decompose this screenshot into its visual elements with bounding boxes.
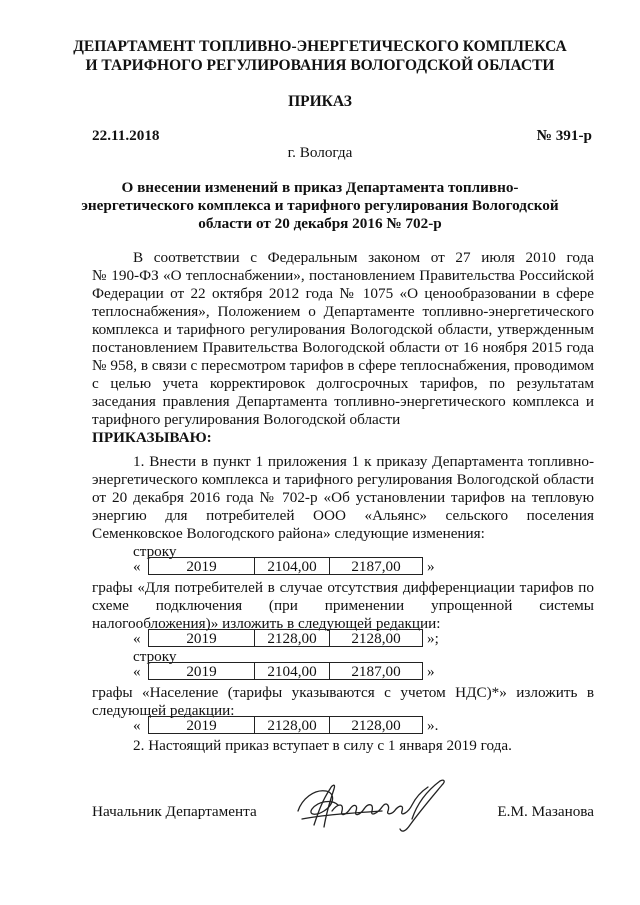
- tariff-table-row: [133, 629, 453, 648]
- handwritten-signature: [292, 775, 462, 837]
- preamble-line: заседания правления Департамента топливно-энергетического комплекса и: [92, 393, 594, 410]
- tariff-cell: 2187,00: [329, 662, 423, 680]
- preamble-line: тарифного регулирования Вологодской области: [92, 411, 401, 428]
- open-quote: «: [133, 630, 141, 647]
- item2-line: 2. Настоящий приказ вступает в силу с 1 января 2019 года.: [133, 737, 512, 754]
- year-cell: 2019: [148, 716, 255, 734]
- tariff-cell: 2128,00: [329, 629, 423, 647]
- order-number: № 391-р: [536, 127, 592, 144]
- year-cell: 2019: [148, 557, 255, 575]
- item1-line: Семенковское Вологодского района» следующие изменения:: [92, 525, 485, 542]
- graph1-line: налогообложения)» изложить в следующей редакции:: [92, 615, 441, 632]
- graph1-line: схеме подключения (при применении упрощенной системы: [92, 597, 594, 614]
- preamble-line: комплекса и тарифного регулирования Вологодской области, утвержденным: [92, 321, 594, 338]
- city: г. Вологда: [287, 144, 353, 161]
- document-type: ПРИКАЗ: [288, 93, 352, 110]
- close-quote: »: [427, 558, 435, 575]
- tariff-cell: 2128,00: [254, 629, 330, 647]
- preamble-line: В соответствии с Федеральным законом от 27 июля 2010 года: [133, 249, 594, 266]
- word-row: строку: [133, 648, 177, 665]
- department-name-line2: И ТАРИФНОГО РЕГУЛИРОВАНИЯ ВОЛОГОДСКОЙ ОБЛАСТИ: [85, 57, 555, 74]
- order-title-line: О внесении изменений в приказ Департамента топливно-: [121, 179, 519, 196]
- preamble-line: № 958, в связи с пересмотром тарифов в сфере теплоснабжения, проводимом: [92, 357, 594, 374]
- tariff-table-row: [133, 662, 453, 681]
- tariff-table-row: [133, 557, 453, 576]
- year-cell: 2019: [148, 629, 255, 647]
- preamble-line: постановлением Правительства Вологодской области от 16 ноября 2015 года: [92, 339, 594, 356]
- tariff-cell: 2187,00: [329, 557, 423, 575]
- tariff-cell: 2104,00: [254, 662, 330, 680]
- tariff-table-row: [133, 716, 453, 735]
- tariff-cell: 2128,00: [254, 716, 330, 734]
- open-quote: «: [133, 717, 141, 734]
- graph2-line: следующей редакции:: [92, 702, 235, 719]
- order-word: ПРИКАЗЫВАЮ:: [92, 429, 212, 446]
- item1-line: от 20 декабря 2016 года № 702-р «Об установлении тарифов на тепловую: [92, 489, 594, 506]
- graph1-line: графы «Для потребителей в случае отсутствия дифференциации тарифов по: [92, 579, 594, 596]
- close-quote: »;: [427, 630, 439, 647]
- open-quote: «: [133, 663, 141, 680]
- item1-line: 1. Внести в пункт 1 приложения 1 к приказу Департамента топливно-: [133, 453, 594, 470]
- item1-line: энергетического комплекса и тарифного регулирования Вологодской области: [92, 471, 594, 488]
- preamble-line: с целью учета корректировок долгосрочных тарифов, по результатам: [92, 375, 594, 392]
- graph2-line: графы «Население (тарифы указываются с учетом НДС)*» изложить в: [92, 684, 594, 701]
- signature-position: Начальник Департамента: [92, 803, 257, 820]
- department-name-line1: ДЕПАРТАМЕНТ ТОПЛИВНО-ЭНЕРГЕТИЧЕСКОГО КОМПЛЕКСА: [73, 38, 567, 55]
- open-quote: «: [133, 558, 141, 575]
- preamble-line: теплоснабжения», Положением о Департаменте топливно-энергетического: [92, 303, 594, 320]
- order-title-line: энергетического комплекса и тарифного регулирования Вологодской: [81, 197, 559, 214]
- word-row: строку: [133, 543, 177, 560]
- close-quote: »: [427, 663, 435, 680]
- preamble-line: № 190-ФЗ «О теплоснабжении», постановлением Правительства Российской: [92, 267, 594, 284]
- item1-line: энергию для потребителей ООО «Альянс» сельского поселения: [92, 507, 594, 524]
- close-quote: ».: [427, 717, 439, 734]
- tariff-cell: 2104,00: [254, 557, 330, 575]
- year-cell: 2019: [148, 662, 255, 680]
- signatory-name: Е.М. Мазанова: [497, 803, 594, 820]
- order-date: 22.11.2018: [92, 127, 160, 144]
- order-title-line: области от 20 декабря 2016 № 702-р: [198, 215, 442, 232]
- preamble-line: Федерации от 22 октября 2012 года № 1075 «О ценообразовании в сфере: [92, 285, 594, 302]
- tariff-cell: 2128,00: [329, 716, 423, 734]
